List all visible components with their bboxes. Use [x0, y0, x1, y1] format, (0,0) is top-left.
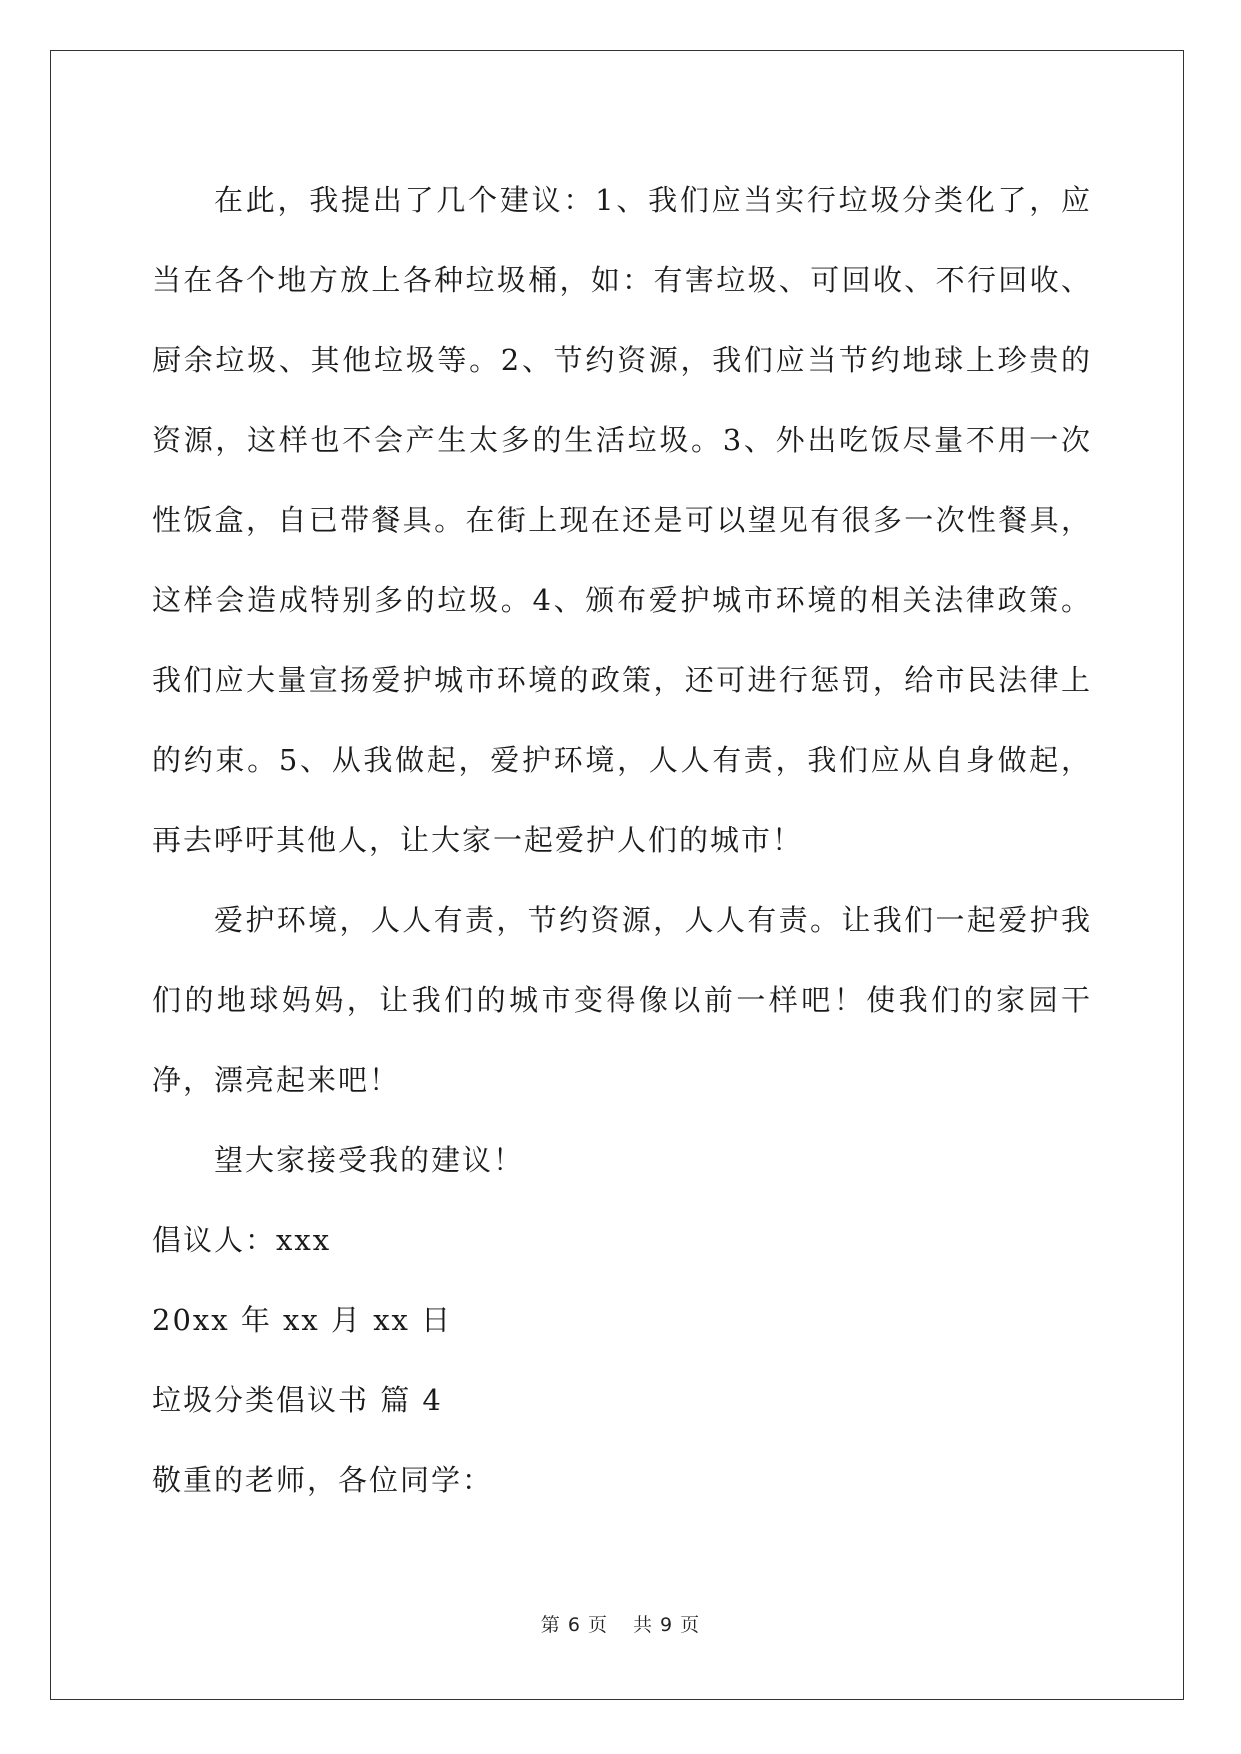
salutation: 敬重的老师，各位同学：: [152, 1463, 494, 1497]
section-title: 垃圾分类倡议书 篇 4: [152, 1383, 443, 1417]
document-body: [152, 160, 1092, 1520]
proposer-line: 倡议人：xxx: [152, 1223, 332, 1257]
page-number-current: 第 6 页: [540, 1614, 608, 1636]
paragraph-call-to-action: 爱护环境，人人有责，节约资源，人人有责。让我们一起爱护我们的地球妈妈，让我们的城市变得像以前一样吧！使我们的家园干净，漂亮起来吧！: [152, 903, 1092, 1097]
paragraph-suggestions: 在此，我提出了几个建议：1、我们应当实行垃圾分类化了，应当在各个地方放上各种垃圾桶，如：有害垃圾、可回收、不行回收、厨余垃圾、其他垃圾等。2、节约资源，我们应当节约地球上珍贵的资源，这样也不会产生太多的生活垃圾。3、外出吃饭尽量不用一次性饭盒，自已带餐具。在街上现在还是可以望见有很多一次性餐具，这样会造成特别多的垃圾。4、颁布爱护城市环境的相关法律政策。我们应大量宣扬爱护城市环境的政策，还可进行惩罚，给市民法律上的约束。5、从我做起，爱护环境，人人有责，我们应从自身做起，再去呼吁其他人，让大家一起爱护人们的城市！: [152, 183, 1092, 857]
paragraph-closing: 望大家接受我的建议！: [214, 1143, 525, 1177]
page-footer: [0, 1610, 1241, 1637]
page-number-total: 共 9 页: [633, 1614, 701, 1636]
date-line: 20xx 年 xx 月 xx 日: [152, 1303, 453, 1337]
